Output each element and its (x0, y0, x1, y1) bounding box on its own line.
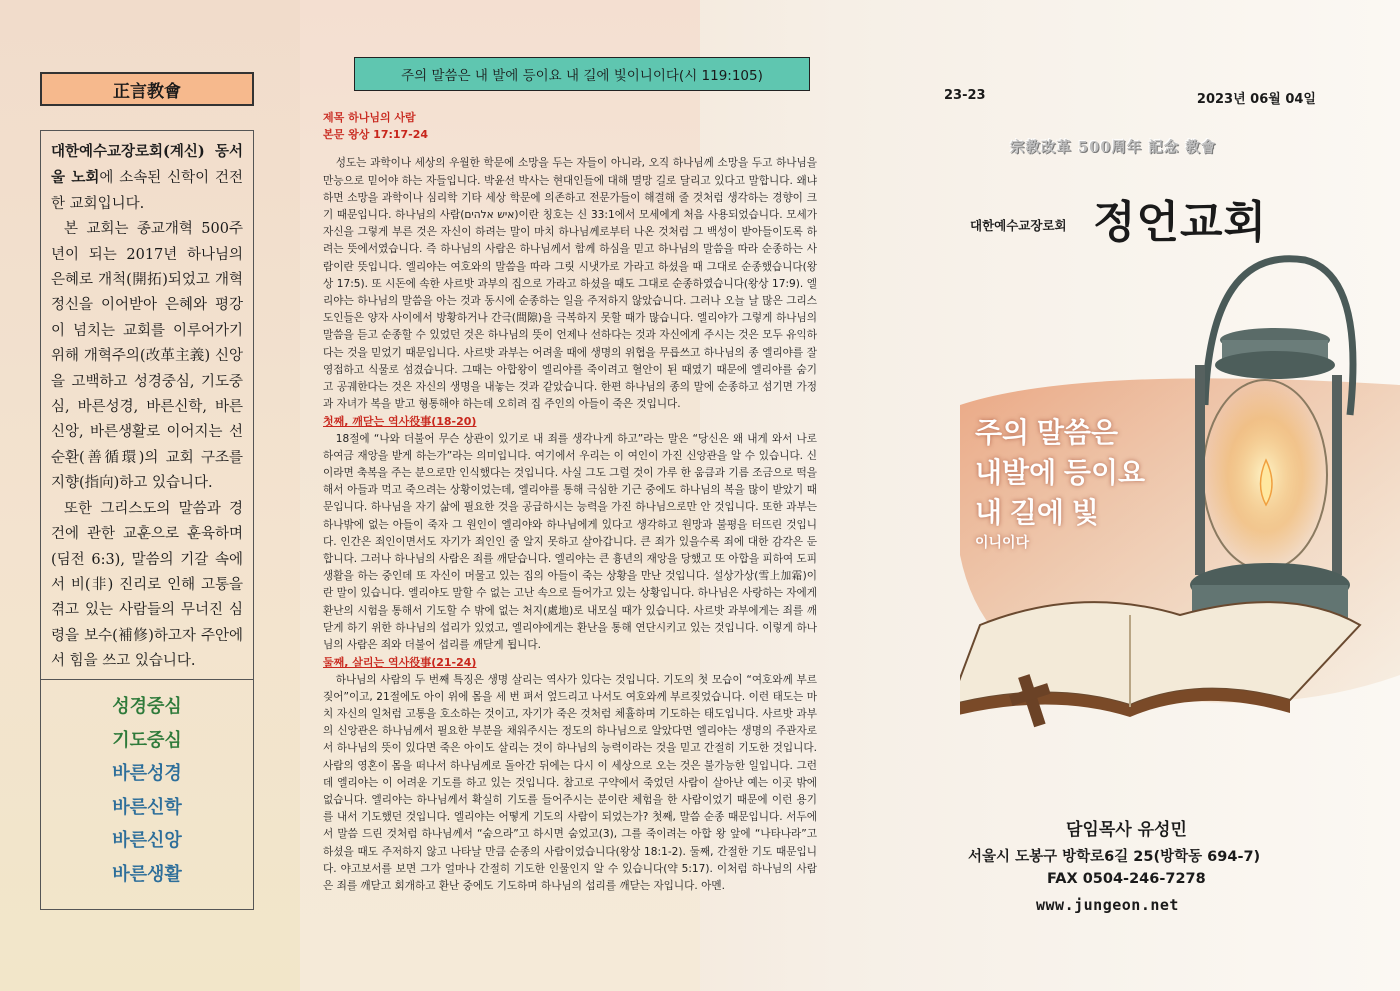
church-tag: 正言教會 (40, 72, 254, 106)
value-item: 성경중심 (112, 696, 182, 716)
church-address: 서울시 도봉구 방학로6길 25(방학동 694-7) (968, 849, 1261, 865)
denomination-label: 대한예수교장로회 (970, 218, 1067, 233)
art-verse-line: 이니이다 (975, 534, 1030, 550)
intro-paragraph-2: 본 교회는 종교개혁 500주년이 되는 2017년 하나님의 은혜로 개척(開拓)되었고 개혁정신을 이어받아 은혜와 평강이 넘치는 교회를 이루어가기 위해 개혁주의(改革主義) 신앙을 고백하고 성경중심, 기도중심, 바른성경, 바른신학, 바른신앙, 바른생활로 이어지는 선순환(善循環)의 교회 구조를 지향(指向)하고 있습니다. (51, 221, 243, 492)
value-item: 바른성경 (112, 763, 182, 783)
sermon-title: 제목 하나님의 사람 (323, 111, 416, 124)
value-item: 바른생활 (112, 863, 182, 884)
intro-denomination: 대한예수교장로회(계신) 동서울 노회 (51, 143, 243, 187)
bulletin-date: 2023년 06월 04일 (1196, 92, 1316, 107)
sermon-text-ref: 본문 왕상 17:17-24 (323, 128, 429, 142)
sermon-intro-paragraph: 성도는 과학이나 세상의 우월한 학문에 소망을 두는 자들이 아니라, 오직 하나님께 소망을 두고 하나님을 만능으로 믿어야 하는 자들입니다. 박윤선 박사는 현대인들에 대해 멸망 길로 달리고 있다고 말합니다. 왜냐하면 소망을 과학이나 심리학 기타 세상 학문에 의존하고 전문가들이 해결해 줄 것처럼 생각하는 경향이 크기 때문입니다. 하나님의 사람(איש אלהים)이란 칭호는 신 33:1에서 모세에게 처음 사용되었습니다. 모세가 자신을 그렇게 부른 것은 자신이 하려는 말이 마치 하나님께로부터 나온 것처럼 그 백성이 받아들이도록 하려는 뜻에서였습니다. 즉 하나님의 사람은 하나님께서 함께 하심을 믿고 하나님의 말씀을 따라 순종하는 사람이란 뜻입니다. 엘리야는 여호와의 말씀을 따라 그릿 시냇가로 가라고 하셨을 때 그대로 순종했습니다(왕상 17:5). 또 시돈에 속한 사르밧 과부의 집으로 가라고 하셨을 때도 그대로 순종하였습니다(왕상 17:9). 엘리야는 하나님의 말씀을 아는 것과 동시에 순종하는 일을 주저하지 않았습니다. 그러나 오늘 날 많은 그리스도인들은 양자 사이에서 방황하거나 간극(間隙)을 극복하지 못할 때가 많습니다. 엘리야가 그렇게 하나님의 말씀을 듣고 순종할 수 있었던 것은 하나님의 뜻이 언제나 선하다는 것과 자신에게 주시는 것은 모두 유익하다는 것을 믿었기 때문입니다. 사르밧 과부는 어려울 때에 생명의 위협을 무릅쓰고 하나님의 종 엘리야를 잘 영접하고 식물로 섬겼습니다. 그때는 아합왕이 엘리야를 죽이려고 혈안이 된 때였기 때문에 엘리야를 숨기고 공궤한다는 것은 자신의 생명을 내놓는 것과 같았습니다. 한편 하나님의 종의 말에 순종하고 섬기면 가정과 자녀가 복을 받고 형통해야 하는데 오히려 집 주인의 아들이 죽은 것입니다. (323, 157, 818, 411)
website-link[interactable]: www.jungeon.net (1036, 896, 1179, 914)
sermon-heading-1: 첫째, 깨닫는 역사役事(18-20) (323, 415, 477, 429)
value-item: 기도중심 (112, 729, 182, 750)
open-bible-icon (960, 602, 1360, 705)
church-name: 정언교회 (1093, 197, 1268, 248)
verse-banner: 주의 말씀은 내 발에 등이요 내 길에 빛이니이다(시 119:105) (354, 57, 810, 91)
sermon-heading-2: 둘째, 살리는 역사役事(21-24) (323, 656, 477, 670)
intro-paragraph-1-rest: 에 소속된 신학이 건전한 교회입니다. (51, 170, 243, 212)
sermon-paragraph-2: 하나님의 사람의 두 번째 특징은 생명 살리는 역사가 있다는 것입니다. 기도의 첫 모습이 “여호와께 부르짖어”이고, 21절에도 아이 위에 몸을 세 번 펴서 엎드리고 나서도 여호와께 부르짖었습니다. 이런 태도는 마치 자신의 일처럼 고통을 호소하는 것이고, 자기가 죽은 것처럼 체휼하며 기도하는 태도입니다. 사르밧 과부의 신앙관은 하나님께서 필요한 부분을 채워주시는 정도의 하나님으로 알았다면 엘리야는 생명의 주관자로서 하나님의 뜻이 있다면 죽은 아이도 살리는 것이 하나님의 능력이라는 것을 믿고 간절히 기도한 것입니다. 사람의 영혼이 몸을 떠나서 하나님께로 돌아간 뒤에는 다시 이 세상으로 오는 것은 불가능한 일입니다. 그런데 엘리야는 이 어려운 기도를 하고 있는 것입니다. 참고로 구약에서 죽었던 사람이 살아난 예는 이곳 밖에 없습니다. 엘리야는 하나님께서 확실히 기도를 들어주시는 분이란 체험을 한 사람이었기 때문에 이런 용기를 내서 기도했던 것입니다. 엘리야는 어떻게 기도의 사람이 되었는가? 첫째, 말씀 순종 때문입니다. 서두에서 말씀 드린 것처럼 하나님께서 “숨으라”고 하시면 숨었고(3), 그를 죽이려는 아합 왕 앞에 “나타나라”고 하셨을 때도 주저하지 않고 나타날 만큼 순종의 사람이었습니다(왕상 18:1-2). 둘째, 간절한 기도 때문입니다. 야고보서를 보면 그가 얼마나 간절히 기도한 인물인지 알 수 있습니다(약 5:17). 이처럼 하나님의 사람은 죄를 깨닫고 회개하고 환난 중에도 기도하며 하나님의 섭리를 깨닫는 자입니다. 아멘. (323, 673, 817, 892)
anniversary-label: 宗教改革 500周年 記念 教會 (1010, 139, 1217, 156)
fax-number: FAX 0504-246-7278 (1047, 871, 1206, 887)
pastor-name: 담임목사 유성민 (1066, 820, 1187, 840)
art-verse-line: 주의 말씀은 (975, 417, 1119, 448)
art-verse-line: 내 길에 빛 (975, 497, 1099, 528)
art-verse (975, 413, 1175, 551)
art-verse-line: 내발에 등이요 (975, 457, 1146, 488)
sermon-paragraph-1: 18절에 “나와 더불어 무슨 상관이 있기로 내 죄를 생각나게 하고”라는 말은 “당신은 왜 내게 와서 나로 하여금 재앙을 받게 하는가”라는 의미입니다. 여기에서 우리는 이 여인이 가진 신앙관을 알 수 있습니다. 신이라면 축복을 주는 분으로만 인식했다는 것입니다. 사실 그도 그럴 것이 가루 한 움큼과 기름 조금으로 떡을 해서 아들과 먹고 죽으려는 상황이었는데, 엘리야를 통해 극심한 기근 중에도 하나님의 복을 많이 받았기 때문입니다. 하나님을 자기 삶에 필요한 것을 공급하시는 능력을 가진 하나님으로만 안 것입니다. 또한 과부는 하나밖에 없는 아들이 죽자 그 원인이 엘리야와 하나님에게 있다고 생각하고 원망과 불평을 터뜨린 것입니다. 인간은 죄인이면서도 자기가 죄인인 줄 알지 못하고 살아갑니다. 큰 죄가 있을수록 죄에 대한 감각은 둔합니다. 그러나 하나님의 사람은 죄를 깨닫습니다. 엘리야는 큰 흉년의 재앙을 당했고 또 아합을 피하여 도피생활을 하는 중인데 또 자신이 머물고 있는 집의 아들이 죽는 상황을 만난 것입니다. 설상가상(雪上加霜)이란 말이 있습니다. 엘리야도 말할 수 없는 고난 속으로 들어가고 있는 상황입니다. 하나님은 사랑하는 자에게 환난의 시험을 통해서 기도할 수 밖에 없는 처지(處地)로 내모실 때가 있습니다. 사르밧 과부에게는 죄를 깨닫게 하기 위한 하나님의 섭리가 있었고, 엘리야에게는 환난을 통해 연단시키고 있는 것입니다. 이렇게 하나님의 사람은 죄와 더불어 섭리를 깨닫게 됩니다. (323, 432, 817, 652)
value-item: 바른신학 (112, 796, 182, 817)
values-box (40, 680, 254, 910)
sermon-body (323, 109, 817, 895)
intro-paragraph-3: 또한 그리스도의 말씀과 경건에 관한 교훈으로 훈육하며(딤전 6:3), 말씀의 기갈 속에서 비(非) 진리로 인해 고통을 겪고 있는 사람들의 무너진 심령을 보수(補修)하고자 주안에서 힘을 쓰고 있습니다. (51, 500, 243, 670)
intro-box (40, 130, 254, 680)
value-item: 바른신앙 (112, 830, 182, 850)
issue-number: 23-23 (944, 88, 986, 103)
intro-paragraph-1 (51, 139, 243, 217)
